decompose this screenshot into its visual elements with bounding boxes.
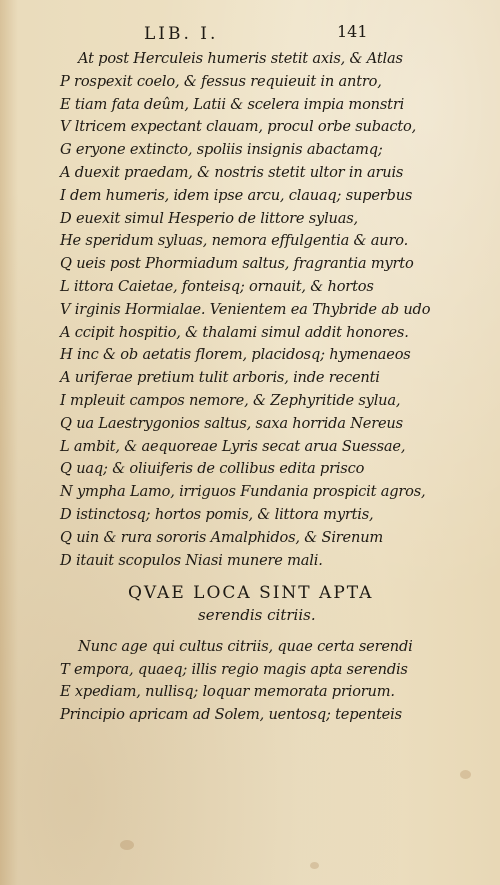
verse-line: A uriferae pretium tulit arboris, inde recenti — [60, 369, 380, 387]
verse-line: I mpleuit campos nemore, & Zephyritide sylua, — [60, 392, 401, 409]
verse-line: T empora, quaeq; illis regio magis apta serendis — [60, 660, 408, 678]
verse-line: A ccipit hospitio, & thalami simul addit honores. — [60, 323, 409, 341]
verse-line: E tiam fata deûm, Latii & scelera impia monstri — [60, 95, 405, 113]
verse-line: At post Herculeis humeris stetit axis, & Atlas — [78, 50, 403, 67]
verse-line: L ittora Caietae, fonteisq; ornauit, & hortos — [60, 278, 374, 295]
section-subheading: serendis citriis. — [198, 606, 316, 624]
verse-line: Nunc age qui cultus citriis, quae certa serendi — [78, 638, 413, 655]
verse-line: Q ua Laestrygonios saltus, saxa horrida Nereus — [60, 414, 403, 432]
verse-line: A duexit praedam, & nostris stetit ultor in aruis — [60, 164, 404, 181]
verse-line: V irginis Hormialae. Venientem ea Thybride ab udo — [60, 300, 431, 318]
verse-line: D itauit scopulos Niasi munere mali. — [60, 551, 323, 569]
running-title: LIB. I. — [144, 24, 219, 44]
verse-line: L ambit, & aequoreae Lyris secat arua Suessae, — [60, 437, 406, 455]
verse-line: I dem humeris, idem ipse arcu, clauaq; superbus — [60, 186, 413, 204]
page-number: 141 — [337, 22, 368, 41]
verse-line: Q uaq; & oliuiferis de collibus edita prisco — [60, 460, 365, 478]
verse-line: He speridum syluas, nemora effulgentia & auro. — [60, 232, 409, 250]
verse-line: Principio apricam ad Solem, uentosq; tepenteis — [60, 705, 402, 723]
foxing-stain — [460, 770, 471, 779]
verse-line: Q ueis post Phormiadum saltus, fragrantia myrto — [60, 255, 414, 273]
foxing-stain — [310, 862, 319, 869]
section-heading: QVAE LOCA SINT APTA — [128, 583, 374, 603]
foxing-stain — [120, 840, 134, 850]
verse-line: D euexit simul Hesperio de littore syluas, — [60, 209, 358, 227]
verse-line: E xpediam, nullisq; loquar memorata priorum. — [60, 683, 395, 700]
verse-line: G eryone extincto, spoliis insignis abactamq; — [60, 141, 383, 159]
verse-line: V ltricem expectant clauam, procul orbe subacto, — [60, 118, 417, 136]
verse-line: Q uin & rura sororis Amalphidos, & Sirenum — [60, 528, 384, 546]
verse-line: P rospexit coelo, & fessus requieuit in antro, — [60, 72, 382, 90]
verse-line: H inc & ob aetatis florem, placidosq; hymenaeos — [60, 346, 411, 364]
verse-line: D istinctosq; hortos pomis, & littora myrtis, — [60, 506, 374, 523]
verse-line: N ympha Lamo, irriguos Fundania prospicit agros, — [60, 483, 426, 501]
